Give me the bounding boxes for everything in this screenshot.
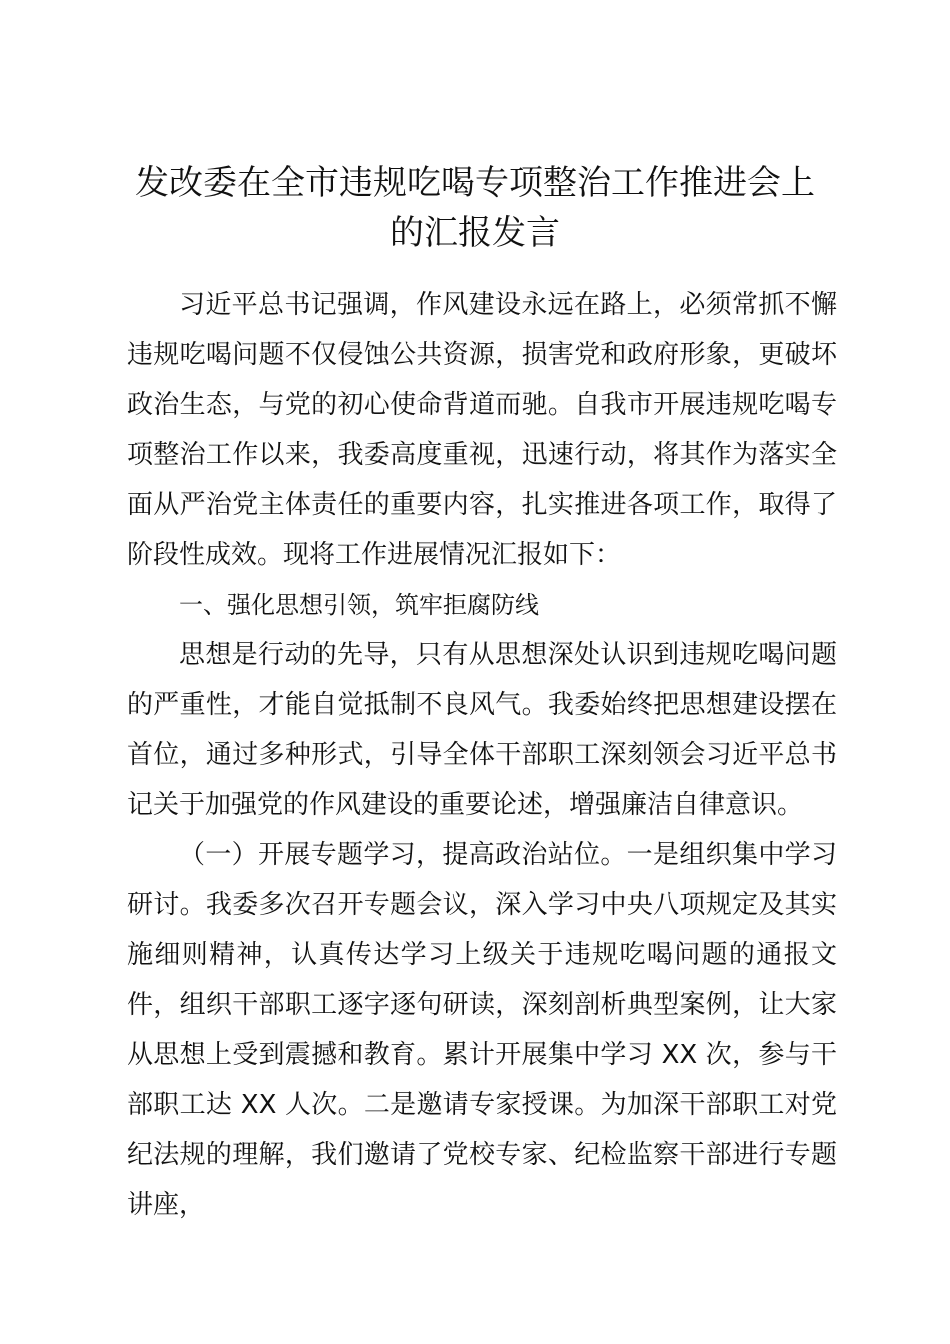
title-line-1: 发改委在全市违规吃喝专项整治工作推进会上: [135, 163, 815, 203]
title-line-2: 的汇报发言: [390, 213, 560, 253]
document-title: [110, 158, 840, 258]
subsection-1-paragraph: （一）开展专题学习，提高政治站位。一是组织集中学习研讨。我委多次召开专题会议，深入学习中央八项规定及其实施细则精神，认真传达学习上级关于违规吃喝问题的通报文件，组织干部职工逐字逐句研读，深刻剖析典型案例，让大家从思想上受到震撼和教育。累计开展集中学习 XX 次，参与干部职工达 XX 人次。二是邀请专家授课。为加深干部职工对党纪法规的理解，我们邀请了党校专家、纪检监察干部进行专题讲座，: [127, 840, 837, 1220]
section-1-paragraph: 思想是行动的先导，只有从思想深处认识到违规吃喝问题的严重性，才能自觉抵制不良风气。我委始终把思想建设摆在首位，通过多种形式，引导全体干部职工深刻领会习近平总书记关于加强党的作风建设的重要论述，增强廉洁自律意识。: [127, 640, 837, 820]
section-heading-1: 一、强化思想引领，筑牢拒腐防线: [179, 591, 539, 619]
document-body: [127, 280, 837, 1230]
intro-paragraph: 习近平总书记强调，作风建设永远在路上，必须常抓不懈违规吃喝问题不仅侵蚀公共资源，损害党和政府形象，更破坏政治生态，与党的初心使命背道而驰。自我市开展违规吃喝专项整治工作以来，我委高度重视，迅速行动，将其作为落实全面从严治党主体责任的重要内容，扎实推进各项工作，取得了阶段性成效。现将工作进展情况汇报如下：: [127, 290, 837, 570]
